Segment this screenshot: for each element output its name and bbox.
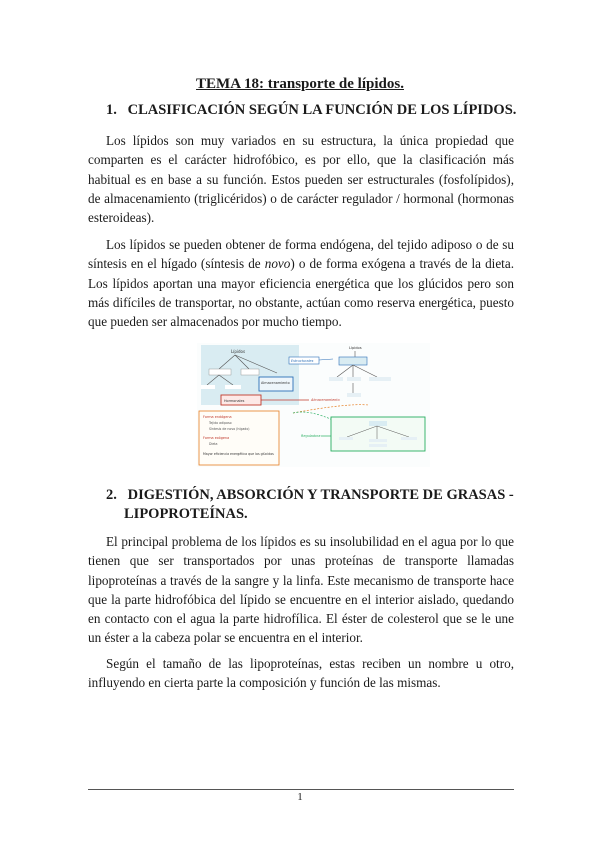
svg-text:Reguladora: Reguladora bbox=[301, 434, 321, 438]
paragraph-text: ) o de forma exógena a través de la dieta. Los lípidos aportan una mayor eficiencia energética que los glúcidos pero son más difíciles de transportar, no obstante, actúan como reserva energética, puesto que pueden ser almacenados por mucho tiempo. bbox=[88, 256, 514, 330]
figure-label: Forma endógena bbox=[203, 415, 232, 419]
section-number: 1. bbox=[106, 102, 117, 118]
figure-label: Estructurales bbox=[291, 359, 314, 363]
section-heading-2 bbox=[106, 486, 526, 524]
figure-diagram bbox=[197, 343, 430, 467]
paragraph: Los lípidos son muy variados en su estructura, la única propiedad que comparten es el carácter hidrofóbico, es por ello, que la clasificación más habitual es en base a su función. Estos pueden ser estructurales (fosfolípidos), de almacenamiento (triglicéridos) o de carácter regulador / hormonal (hormonas esteroideas). bbox=[88, 133, 514, 226]
figure-label: Hormonales bbox=[224, 399, 245, 403]
paragraph bbox=[88, 235, 514, 331]
svg-text:Almacenamiento: Almacenamiento bbox=[311, 398, 340, 402]
figure-label: Forma exógena bbox=[203, 436, 230, 440]
figure-label: Tejido adiposo bbox=[209, 421, 232, 425]
paragraph-text: Los lípidos se pueden obtener de forma endógena, del tejido adiposo o de su síntesis en el hígado (síntesis de bbox=[88, 237, 514, 272]
lipid-classification-figure bbox=[197, 343, 430, 467]
section-title: CLASIFICACIÓN SEGÚN LA FUNCIÓN DE LOS LÍPIDOS. bbox=[127, 102, 517, 118]
section-title: DIGESTIÓN, ABSORCIÓN Y TRANSPORTE DE GRASAS - bbox=[127, 487, 514, 503]
figure-label: Síntesis de novo (hígado) bbox=[209, 427, 250, 431]
figure-label: Lípidos bbox=[231, 349, 246, 354]
section-number: 2. bbox=[106, 487, 117, 503]
figure-label: Almacenamiento bbox=[261, 381, 290, 385]
svg-text:Lípidos: Lípidos bbox=[349, 346, 362, 350]
page-title: TEMA 18: transporte de lípidos. bbox=[196, 76, 404, 92]
section-title-continued: LIPOPROTEÍNAS. bbox=[124, 506, 248, 522]
italic-term: novo bbox=[264, 256, 291, 272]
paragraph: El principal problema de los lípidos es su insolubilidad en el agua por lo que tienen que ser transportados por unas proteínas de transporte llamadas lipoproteínas a través de la sangre y la linfa. Este mecanismo de transporte hace que la parte hidrofóbica del lípido se encuentre en el interior aislado, quedando en contacto con el agua la parte hidrofílica. El éster de colesterol que se le une un éster a la cabeza polar se encuentra en el interior. bbox=[88, 534, 514, 646]
figure-label: Dieta bbox=[209, 442, 218, 446]
page-number: 1 bbox=[297, 791, 303, 803]
section-heading-1 bbox=[106, 101, 526, 120]
paragraph: Según el tamaño de las lipoproteínas, estas reciben un nombre u otro, influyendo en cierta parte la composición y función de las mismas. bbox=[88, 656, 514, 691]
footer-divider bbox=[88, 789, 514, 790]
figure-label: Mayor eficiencia energética que los glúcidos bbox=[203, 452, 274, 456]
